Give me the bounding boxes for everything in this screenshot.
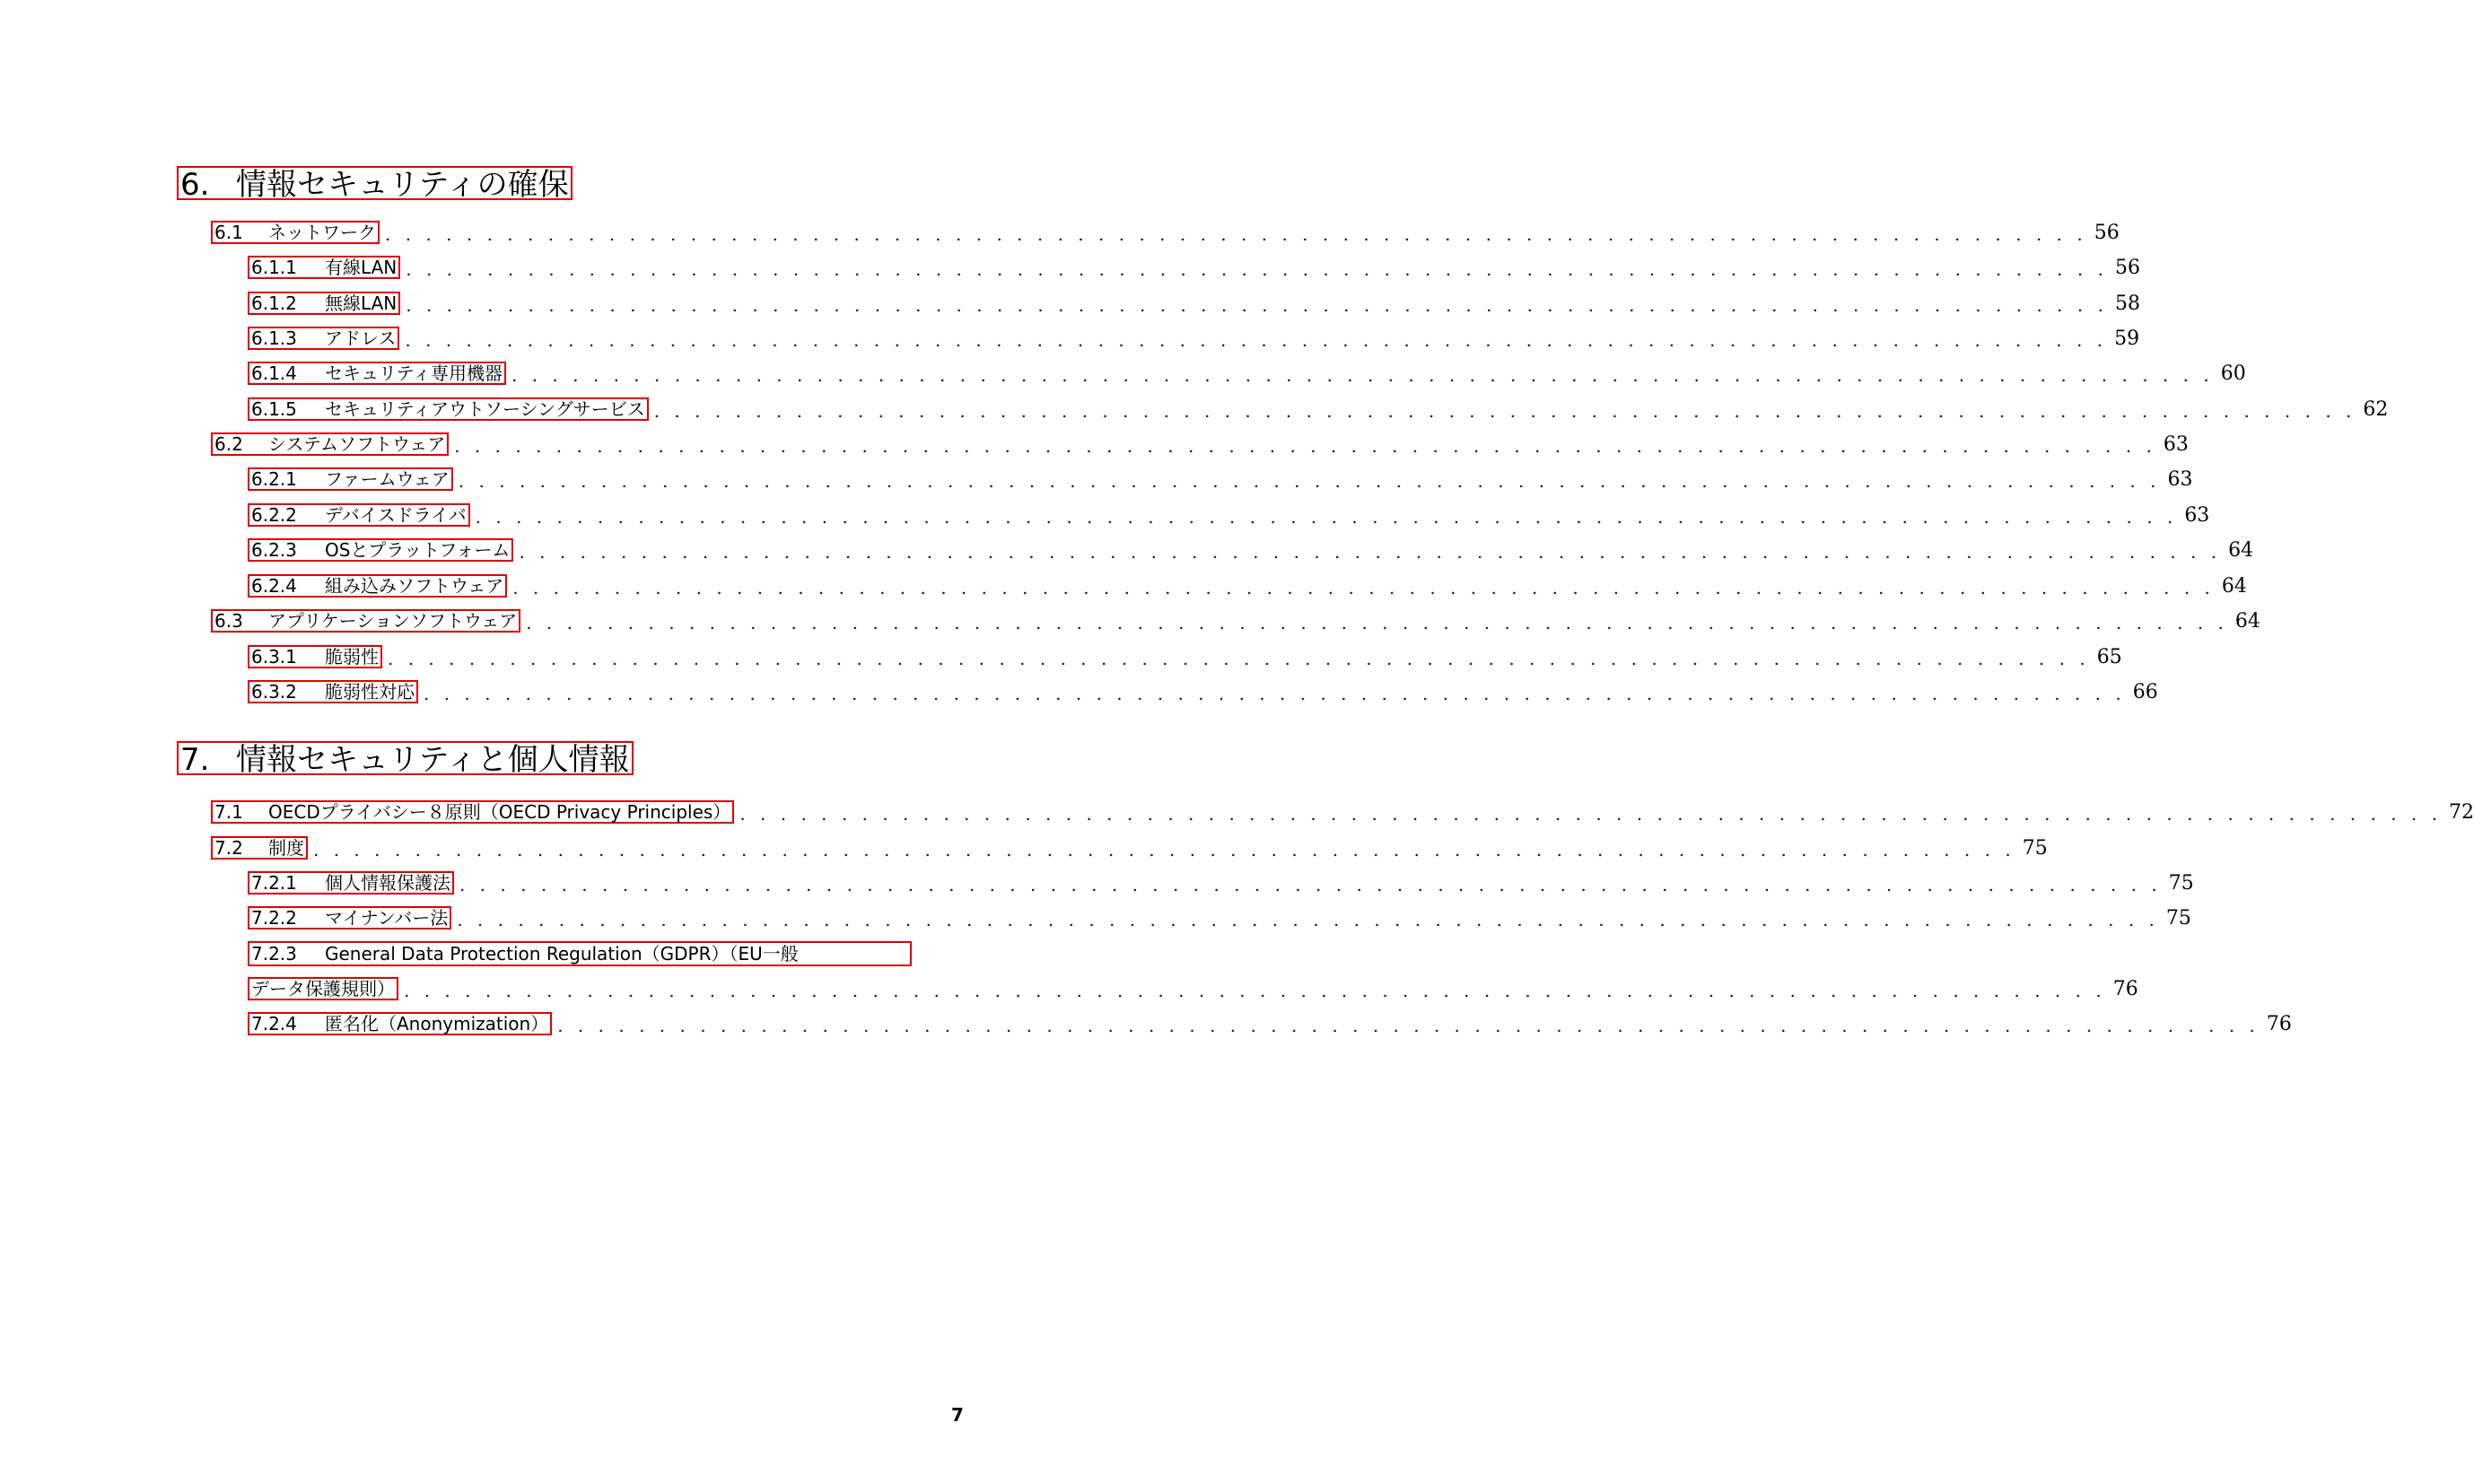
section-title: ファームウェア bbox=[325, 468, 450, 490]
page-number: 59 bbox=[2114, 327, 2140, 350]
toc-link[interactable] bbox=[211, 836, 308, 860]
toc-entry bbox=[211, 800, 2474, 825]
toc-entry bbox=[248, 680, 2158, 704]
section-number: 6.2.1 bbox=[251, 468, 297, 490]
section-title: 脆弱性対応 bbox=[325, 681, 415, 703]
toc-link[interactable] bbox=[248, 362, 506, 385]
section-number: 7.1 bbox=[214, 801, 243, 823]
section-number: 7.2.2 bbox=[251, 907, 297, 929]
toc-entry bbox=[248, 574, 2247, 598]
section-number: 7.2.1 bbox=[251, 872, 297, 894]
page-number: 58 bbox=[2114, 292, 2140, 315]
section-title: ネットワーク bbox=[268, 222, 376, 243]
dot-leader: . . . . . . . . . . . . . . . . . . . . . . . . . . . . . . . . . . . . . . . . . . . . . . . . . . . . . . . . . . . . . . . . . . . . . . . . . . . . . . . . . . . . bbox=[512, 577, 2215, 598]
dot-leader: . . . . . . . . . . . . . . . . . . . . . . . . . . . . . . . . . . . . . . . . . . . . . . . . . . . . . . . . . . . . . . . . . . . . . . . . . . . . . . . . . . . . bbox=[388, 648, 2090, 669]
toc-link[interactable] bbox=[248, 538, 513, 562]
toc-entry bbox=[248, 871, 2194, 895]
toc-link[interactable] bbox=[248, 292, 400, 315]
toc-entry bbox=[248, 645, 2122, 669]
toc-entry bbox=[248, 327, 2140, 351]
page-number: 72 bbox=[2449, 801, 2474, 824]
dot-leader: . . . . . . . . . . . . . . . . . . . . . . . . . . . . . . . . . . . . . . . . . . . . . . . . . . . . . . . . . . . . . . . . . . . . . . . . . . . . . . . . . . . . bbox=[406, 294, 2108, 316]
toc-link[interactable] bbox=[248, 503, 470, 527]
page-number: 63 bbox=[2167, 468, 2193, 491]
toc-entry bbox=[248, 1012, 2292, 1036]
toc-entry bbox=[248, 538, 2254, 563]
dot-leader: . . . . . . . . . . . . . . . . . . . . . . . . . . . . . . . . . . . . . . . . . . . . . . . . . . . . . . . . . . . . . . . . . . . . . . . . . . . . . . . . . . . . bbox=[454, 435, 2156, 457]
toc-link[interactable] bbox=[248, 977, 398, 1000]
chapter-title: 情報セキュリティの確保 bbox=[236, 167, 569, 203]
section-number: 6.3.2 bbox=[251, 681, 297, 703]
toc-link[interactable] bbox=[211, 221, 380, 244]
toc-link[interactable] bbox=[248, 941, 912, 966]
section-number: 6.2.2 bbox=[251, 504, 297, 526]
toc-entry bbox=[248, 906, 2191, 930]
toc-link[interactable] bbox=[248, 397, 649, 421]
section-title: 匿名化（Anonymization） bbox=[325, 1013, 549, 1034]
dot-leader: . . . . . . . . . . . . . . . . . . . . . . . . . . . . . . . . . . . . . . . . . . . . . . . . . . . . . . . . . . . . . . . . . . . . . . . . . . . . . . . . . . . . bbox=[385, 223, 2087, 245]
section-title: 有線LAN bbox=[325, 257, 398, 278]
toc-entry bbox=[248, 292, 2140, 316]
page-number: 63 bbox=[2163, 433, 2189, 456]
toc-link[interactable] bbox=[248, 645, 382, 668]
chapter-title: 情報セキュリティと個人情報 bbox=[236, 742, 630, 778]
section-title: セキュリティ専用機器 bbox=[325, 362, 503, 384]
page-number: 64 bbox=[2234, 610, 2260, 633]
dot-leader: . . . . . . . . . . . . . . . . . . . . . . . . . . . . . . . . . . . . . . . . . . . . . . . . . . . . . . . . . . . . . . . . . . . . . . . . . . . . . . . . . . . . bbox=[557, 1015, 2260, 1036]
toc-link[interactable] bbox=[248, 871, 454, 895]
toc-link[interactable] bbox=[248, 1012, 552, 1035]
page-number: 63 bbox=[2184, 504, 2210, 527]
section-number: 6.3.1 bbox=[251, 646, 297, 668]
chapter-number: 7. bbox=[180, 742, 210, 778]
toc-link[interactable] bbox=[248, 467, 453, 491]
dot-leader: . . . . . . . . . . . . . . . . . . . . . . . . . . . . . . . . . . . . . . . . . . . . . . . . . . . . . . . . . . . . . . . . . . . . . . . . . . . . . . . . . . . . bbox=[424, 683, 2126, 704]
toc-entry bbox=[211, 836, 2048, 860]
dot-leader: . . . . . . . . . . . . . . . . . . . . . . . . . . . . . . . . . . . . . . . . . . . . . . . . . . . . . . . . . . . . . . . . . . . . . . . . . . . . . . . . . . . . bbox=[653, 400, 2356, 422]
toc-entry bbox=[211, 221, 2120, 245]
dot-leader: . . . . . . . . . . . . . . . . . . . . . . . . . . . . . . . . . . . . . . . . . . . . . . . . . . . . . . . . . . . . . . . . . . . . . . . . . . . . . . . . . . . . bbox=[739, 803, 2443, 825]
section-number: 6.1.1 bbox=[251, 257, 297, 278]
section-title: 個人情報保護法 bbox=[325, 872, 450, 894]
page-number: 75 bbox=[2022, 837, 2048, 860]
dot-leader: . . . . . . . . . . . . . . . . . . . . . . . . . . . . . . . . . . . . . . . . . . . . . . . . . . . . . . . . . . . . . . . . . . . . . . . . . . . . . . . . . . . . bbox=[457, 909, 2159, 930]
section-title: General Data Protection Regulation（GDPR）（EU一般 bbox=[325, 943, 799, 965]
section-title: アドレス bbox=[325, 327, 397, 349]
dot-leader: . . . . . . . . . . . . . . . . . . . . . . . . . . . . . . . . . . . . . . . . . . . . . . . . . . . . . . . . . . . . . . . . . . . . . . . . . . . . . . . . . . . . bbox=[519, 541, 2222, 563]
page-number: 66 bbox=[2132, 681, 2158, 703]
page-folio: 7 bbox=[951, 1404, 964, 1426]
toc-link[interactable] bbox=[248, 680, 418, 703]
section-number: 6.3 bbox=[214, 610, 243, 632]
dot-leader: . . . . . . . . . . . . . . . . . . . . . . . . . . . . . . . . . . . . . . . . . . . . . . . . . . . . . . . . . . . . . . . . . . . . . . . . . . . . . . . . . . . . bbox=[459, 874, 2162, 895]
toc-link[interactable] bbox=[211, 609, 520, 633]
toc-link[interactable] bbox=[248, 906, 451, 930]
page-number: 65 bbox=[2096, 646, 2122, 668]
page-number: 76 bbox=[2266, 1013, 2292, 1035]
section-title: デバイスドライバ bbox=[325, 504, 467, 526]
section-title: セキュリティアウトソーシングサービス bbox=[325, 398, 645, 420]
dot-leader: . . . . . . . . . . . . . . . . . . . . . . . . . . . . . . . . . . . . . . . . . . . . . . . . . . . . . . . . . . . . . . . . . . . . . . . . . . . . . . . . . . . . bbox=[405, 329, 2108, 351]
page-number: 56 bbox=[2094, 222, 2120, 244]
dot-leader: . . . . . . . . . . . . . . . . . . . . . . . . . . . . . . . . . . . . . . . . . . . . . . . . . . . . . . . . . . . . . . . . . . . . . . . . . . . . . . . . . . . . bbox=[404, 980, 2106, 1001]
section-number: 6.2.3 bbox=[251, 539, 297, 561]
section-number: 6.1.4 bbox=[251, 362, 297, 384]
section-title-continued: データ保護規則） bbox=[251, 978, 395, 1000]
toc-entry bbox=[248, 362, 2246, 386]
section-title: システムソフトウェア bbox=[268, 433, 446, 455]
dot-leader: . . . . . . . . . . . . . . . . . . . . . . . . . . . . . . . . . . . . . . . . . . . . . . . . . . . . . . . . . . . . . . . . . . . . . . . . . . . . . . . . . . . . bbox=[475, 506, 2178, 528]
page-number: 62 bbox=[2363, 398, 2389, 421]
dot-leader: . . . . . . . . . . . . . . . . . . . . . . . . . . . . . . . . . . . . . . . . . . . . . . . . . . . . . . . . . . . . . . . . . . . . . . . . . . . . . . . . . . . . bbox=[458, 470, 2161, 492]
toc-link[interactable] bbox=[248, 256, 400, 279]
toc-entry bbox=[248, 977, 2138, 1001]
section-number: 7.2.3 bbox=[251, 943, 297, 965]
page-number: 75 bbox=[2165, 907, 2191, 930]
section-title: OECDプライバシー８原則（OECD Privacy Principles） bbox=[268, 801, 731, 823]
dot-leader: . . . . . . . . . . . . . . . . . . . . . . . . . . . . . . . . . . . . . . . . . . . . . . . . . . . . . . . . . . . . . . . . . . . . . . . . . . . . . . . . . . . . bbox=[526, 612, 2228, 633]
toc-entry bbox=[248, 397, 2389, 422]
section-title: マイナンバー法 bbox=[325, 907, 449, 929]
page-number: 64 bbox=[2228, 539, 2254, 562]
section-title: OSとプラットフォーム bbox=[325, 539, 511, 561]
dot-leader: . . . . . . . . . . . . . . . . . . . . . . . . . . . . . . . . . . . . . . . . . . . . . . . . . . . . . . . . . . . . . . . . . . . . . . . . . . . . . . . . . . . . bbox=[313, 839, 2015, 860]
page-number: 64 bbox=[2221, 575, 2247, 598]
section-title: 制度 bbox=[268, 837, 304, 859]
section-number: 6.1.2 bbox=[251, 292, 297, 314]
toc-entry bbox=[248, 467, 2193, 492]
dot-leader: . . . . . . . . . . . . . . . . . . . . . . . . . . . . . . . . . . . . . . . . . . . . . . . . . . . . . . . . . . . . . . . . . . . . . . . . . . . . . . . . . . . . bbox=[511, 364, 2214, 386]
section-title: 組み込みソフトウェア bbox=[325, 575, 504, 597]
section-number: 6.2.4 bbox=[251, 575, 297, 597]
toc-entry bbox=[211, 609, 2260, 633]
section-number: 6.1 bbox=[214, 222, 243, 243]
section-title: 脆弱性 bbox=[325, 646, 379, 668]
toc-link[interactable] bbox=[248, 574, 507, 598]
section-title: 無線LAN bbox=[325, 292, 398, 314]
section-title: アプリケーションソフトウェア bbox=[268, 610, 518, 632]
section-number: 6.1.3 bbox=[251, 327, 297, 349]
dot-leader: . . . . . . . . . . . . . . . . . . . . . . . . . . . . . . . . . . . . . . . . . . . . . . . . . . . . . . . . . . . . . . . . . . . . . . . . . . . . . . . . . . . . bbox=[406, 258, 2108, 280]
chapter-heading[interactable] bbox=[177, 741, 634, 778]
toc-entry bbox=[248, 503, 2210, 528]
chapter-number: 6. bbox=[180, 167, 210, 203]
page-number: 60 bbox=[2220, 362, 2246, 385]
chapter-heading[interactable] bbox=[177, 166, 573, 203]
section-number: 6.1.5 bbox=[251, 398, 297, 420]
page-number: 56 bbox=[2114, 257, 2140, 279]
page-number: 75 bbox=[2168, 872, 2194, 895]
page-number: 76 bbox=[2112, 978, 2138, 1000]
toc-link[interactable] bbox=[211, 432, 449, 456]
section-number: 7.2.4 bbox=[251, 1013, 297, 1034]
section-number: 7.2 bbox=[214, 837, 243, 859]
toc-entry bbox=[211, 432, 2189, 457]
toc-link[interactable] bbox=[248, 327, 399, 350]
toc-link[interactable] bbox=[211, 800, 734, 824]
section-number: 6.2 bbox=[214, 433, 243, 455]
toc-entry bbox=[248, 256, 2140, 280]
